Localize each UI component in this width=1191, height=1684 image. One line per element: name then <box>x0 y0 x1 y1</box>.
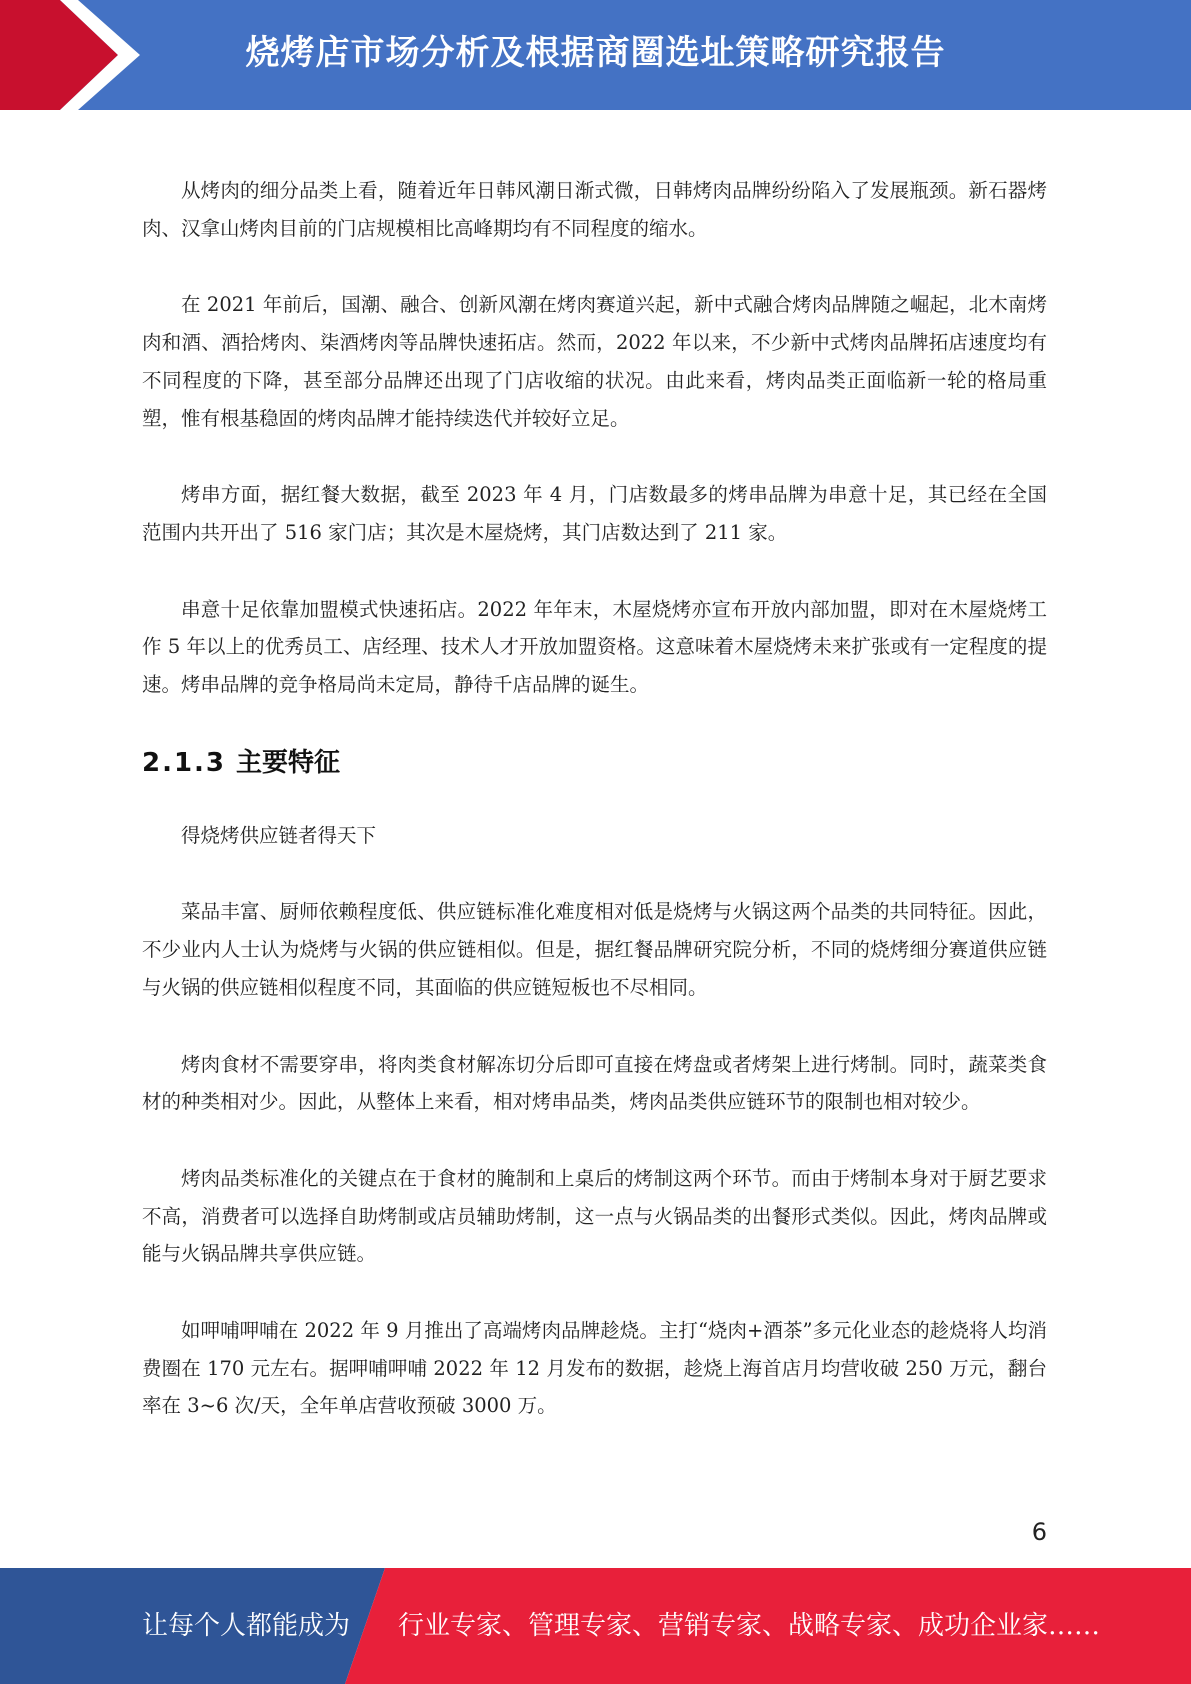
header-arrow-decoration <box>0 0 160 110</box>
page-footer <box>0 1568 1191 1684</box>
paragraph-skewer-brands: 烤串方面，据红餐大数据，截至 2023 年 4 月，门店数最多的烤串品牌为串意十足，其已经在全国范围内共开出了 516 家门店；其次是木屋烧烤，其门店数达到了 211 家。 <box>142 483 1047 544</box>
paragraph-new-chinese-yakiniku: 在 2021 年前后，国潮、融合、创新风潮在烤肉赛道兴起，新中式融合烤肉品牌随之崛起，北木南烤肉和酒、酒拾烤肉、柒酒烤肉等品牌快速拓店。然而，2022 年以来，不少新中式烤肉品牌拓店速度均有不同程度的下降，甚至部分品牌还出现了门店收缩的状况。由此来看，烤肉品类正面临新一轮的格局重塑，惟有根基稳固的烤肉品牌才能持续迭代并较好立足。 <box>142 293 1047 430</box>
paragraph-xiabu-example: 如呷哺呷哺在 2022 年 9 月推出了高端烤肉品牌趁烧。主打“烧肉+酒茶”多元化业态的趁烧将人均消费圈在 170 元左右。据呷哺呷哺 2022 年 12 月发布的数据，趁烧上海首店月均营收破 250 万元，翻台率在 3~6 次/天，全年单店营收预破 3000 万。 <box>142 1319 1047 1418</box>
footer-slogan-left: 让每个人都能成为 <box>142 1611 351 1641</box>
paragraph-yakiniku-segments: 从烤肉的细分品类上看，随着近年日韩风潮日渐式微，日韩烤肉品牌纷纷陷入了发展瓶颈。新石器烤肉、汉拿山烤肉目前的门店规模相比高峰期均有不同程度的缩水。 <box>142 179 1047 240</box>
main-content <box>142 172 1047 1464</box>
report-title: 烧烤店市场分析及根据商圈选址策略研究报告 <box>245 33 946 73</box>
paragraph-supply-chain-lead: 得烧烤供应链者得天下 <box>181 823 377 847</box>
paragraph-common-features: 菜品丰富、厨师依赖程度低、供应链标准化难度相对低是烧烤与火锅这两个品类的共同特征。因此，不少业内人士认为烧烤与火锅的供应链相似。但是，据红餐品牌研究院分析，不同的烧烤细分赛道供应链与火锅的供应链相似程度不同，其面临的供应链短板也不尽相同。 <box>142 900 1047 999</box>
section-number: 2.1.3 <box>142 747 227 778</box>
page-header <box>0 0 1191 110</box>
section-heading <box>142 743 1047 783</box>
page-number: 6 <box>1031 1518 1047 1546</box>
footer-slogan-right: 行业专家、管理专家、营销专家、战略专家、成功企业家…… <box>398 1611 1101 1641</box>
paragraph-yakiniku-ingredients: 烤肉食材不需要穿串，将肉类食材解冻切分后即可直接在烤盘或者烤架上进行烤制。同时，蔬菜类食材的种类相对少。因此，从整体上来看，相对烤串品类，烤肉品类供应链环节的限制也相对较少。 <box>142 1052 1047 1114</box>
section-title: 主要特征 <box>236 747 341 778</box>
paragraph-franchise-expansion: 串意十足依靠加盟模式快速拓店。2022 年年末，木屋烧烤亦宣布开放内部加盟，即对在木屋烧烤工作 5 年以上的优秀员工、店经理、技术人才开放加盟资格。这意味着木屋烧烤未来扩张或有一定程度的提速。烤串品牌的竞争格局尚未定局，静待千店品牌的诞生。 <box>142 597 1047 697</box>
paragraph-standardization: 烤肉品类标准化的关键点在于食材的腌制和上桌后的烤制这两个环节。而由于烤制本身对于厨艺要求不高，消费者可以选择自助烤制或店员辅助烤制，这一点与火锅品类的出餐形式类似。因此，烤肉品牌或能与火锅品牌共享供应链。 <box>142 1166 1047 1266</box>
